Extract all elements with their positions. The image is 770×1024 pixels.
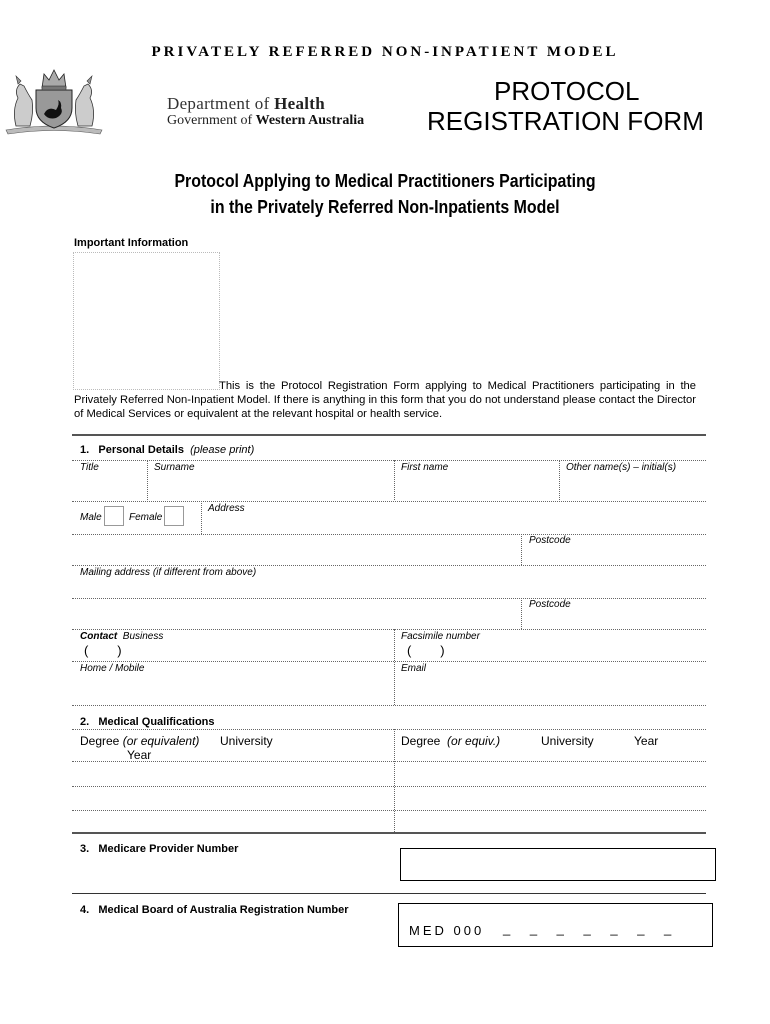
- first-name-field[interactable]: [397, 474, 557, 498]
- col-divider: [521, 598, 522, 629]
- protocol-heading: PROTOCOL: [494, 76, 640, 106]
- year2-label: Year: [634, 734, 659, 748]
- section3-heading: 3. Medicare Provider Number: [80, 843, 239, 855]
- male-checkbox[interactable]: [104, 506, 124, 526]
- form-title-line1: Protocol Applying to Medical Practitioners Participating: [174, 170, 596, 191]
- col-divider: [394, 460, 395, 500]
- rule: [72, 705, 706, 706]
- wa-coat-of-arms-icon: [4, 60, 104, 136]
- address-line2-field[interactable]: [73, 537, 518, 563]
- col-divider: [147, 460, 148, 500]
- university2-label: University: [541, 734, 594, 748]
- rule: [72, 661, 706, 662]
- rule: [72, 761, 706, 762]
- fax-field[interactable]: [445, 643, 703, 659]
- degree-label: Degree (or equivalent): [80, 734, 200, 748]
- year-label: Year: [127, 748, 152, 762]
- important-info-box: [73, 252, 220, 390]
- col-divider: [521, 534, 522, 565]
- mailing-line2-field[interactable]: [73, 601, 518, 627]
- postcode2-label: Postcode: [529, 599, 571, 610]
- male-label: Male: [80, 512, 102, 523]
- address-label: Address: [208, 503, 245, 514]
- form-title-line2: in the Privately Referred Non-Inpatients Model: [210, 196, 560, 217]
- female-label: Female: [129, 512, 163, 523]
- postcode-label: Postcode: [529, 535, 571, 546]
- rule: [72, 629, 706, 630]
- col-divider: [394, 629, 395, 705]
- email-field[interactable]: [397, 676, 703, 702]
- home-mobile-label: Home / Mobile: [80, 663, 145, 674]
- registration-form-heading: REGISTRATION FORM: [427, 106, 704, 136]
- qualification-row2-left[interactable]: [73, 788, 391, 808]
- qualification-row2-right[interactable]: [397, 788, 703, 808]
- address-field[interactable]: [205, 515, 703, 533]
- important-heading: Important Information: [74, 237, 189, 249]
- business-phone-parens: ( ): [84, 643, 122, 658]
- first-name-label: First name: [401, 462, 449, 473]
- title-label: Title: [80, 462, 99, 473]
- contact-label: Contact Business: [80, 631, 164, 642]
- mailing-label: Mailing address (if different from above): [80, 567, 257, 578]
- qualification-row1-left[interactable]: [73, 763, 391, 784]
- important-text: This is the Protocol Registration Form applying to Medical Practitioners participating in the Privately Referred Non-Inpatient Model. If there is anything in this form that you do not understand please contact the Director of Medical Services or equivalent at the relevant hospital or health service.: [74, 380, 696, 420]
- mailing-address-field[interactable]: [73, 579, 703, 597]
- section-divider: [72, 832, 706, 834]
- rule: [72, 565, 706, 566]
- rule: [72, 598, 706, 599]
- title-field[interactable]: [73, 474, 146, 498]
- fax-parens: ( ): [407, 643, 445, 658]
- department-name: Department of Health: [167, 94, 326, 113]
- university-label: University: [220, 734, 273, 748]
- section4-heading: 4. Medical Board of Australia Registration Number: [80, 904, 349, 916]
- col-divider: [559, 460, 560, 500]
- fax-label: Facsimile number: [401, 631, 480, 642]
- rule: [72, 786, 706, 787]
- home-mobile-field[interactable]: [73, 676, 391, 702]
- qualification-row1-right[interactable]: [397, 763, 703, 784]
- surname-field[interactable]: [150, 474, 392, 498]
- registration-blanks: _ _ _ _ _ _ _: [503, 921, 680, 936]
- section1-heading: 1. Personal Details (please print): [80, 444, 255, 456]
- postcode-field[interactable]: [524, 548, 704, 564]
- col-divider: [201, 501, 202, 534]
- col-divider: [394, 729, 395, 832]
- government-name: Government of Western Australia: [167, 113, 365, 128]
- section-divider: [72, 434, 706, 436]
- other-names-field[interactable]: [562, 474, 704, 498]
- surname-label: Surname: [154, 462, 195, 473]
- rule: [72, 501, 706, 502]
- model-heading: PRIVATELY REFERRED NON-INPATIENT MODEL: [151, 44, 619, 60]
- postcode2-field[interactable]: [524, 612, 704, 628]
- qualification-row3-left[interactable]: [73, 812, 391, 831]
- business-phone-field[interactable]: [120, 643, 390, 659]
- medicare-provider-number-field[interactable]: [400, 848, 716, 881]
- other-names-label: Other name(s) – initial(s): [566, 462, 677, 473]
- degree2-label: Degree (or equiv.): [401, 734, 501, 748]
- rule: [72, 460, 706, 461]
- section2-heading: 2. Medical Qualifications: [80, 716, 215, 728]
- rule: [72, 534, 706, 535]
- email-label: Email: [401, 663, 427, 674]
- female-checkbox[interactable]: [164, 506, 184, 526]
- registration-number-field[interactable]: [398, 903, 713, 947]
- rule: [72, 729, 706, 730]
- rule: [72, 810, 706, 811]
- med-prefix: MED 000: [409, 923, 485, 938]
- qualification-row3-right[interactable]: [397, 812, 703, 831]
- section-divider: [72, 893, 706, 894]
